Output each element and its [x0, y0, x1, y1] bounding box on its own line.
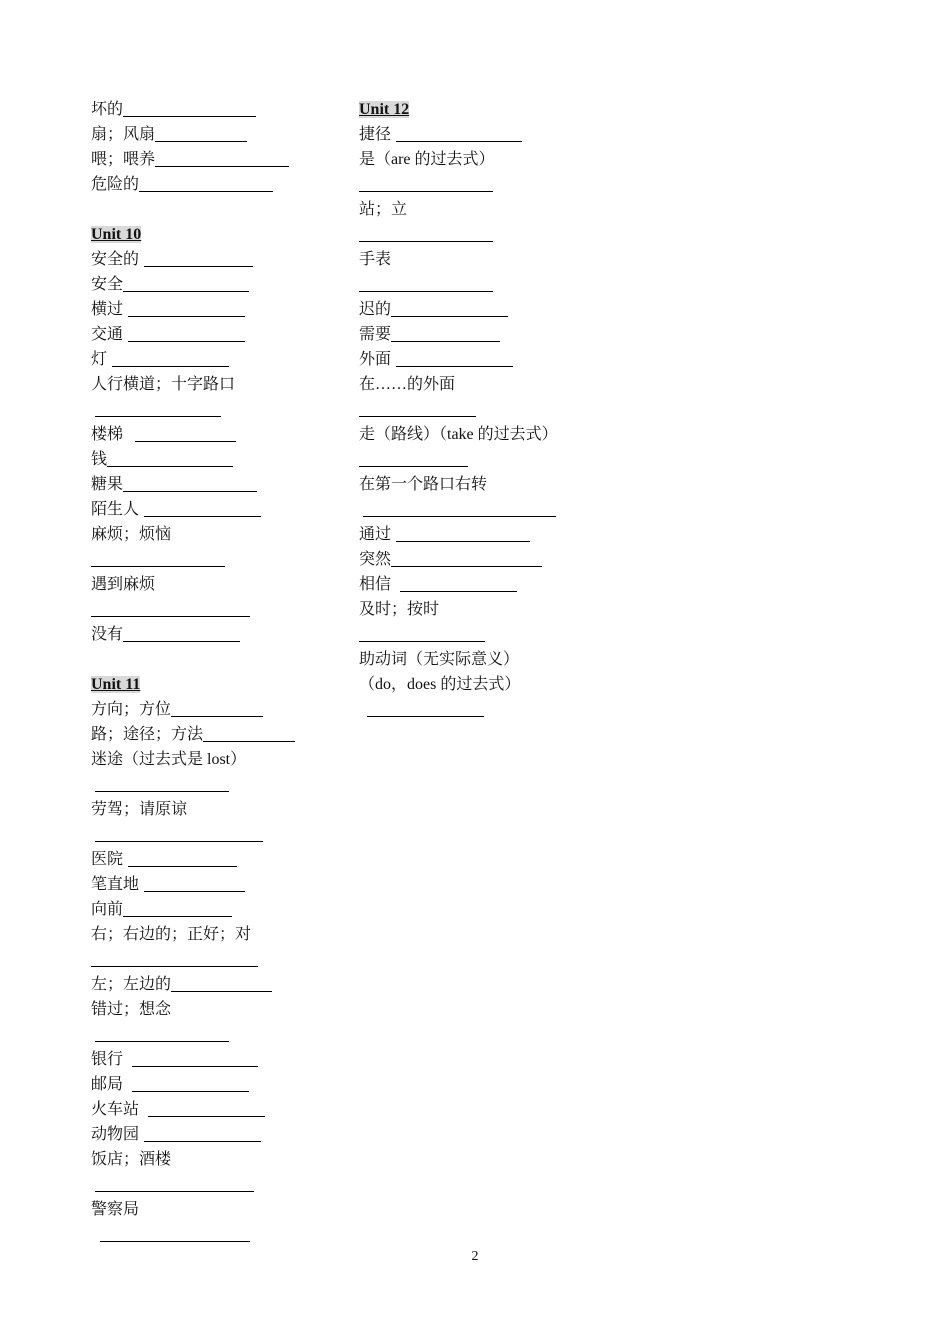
vocab-item — [91, 972, 331, 997]
vocab-item — [91, 622, 331, 647]
answer-blank[interactable] — [95, 397, 221, 417]
vocab-item — [91, 1122, 331, 1147]
vocab-item — [91, 1072, 331, 1097]
answer-blank[interactable] — [112, 347, 229, 367]
vocab-label: 邮局 — [91, 1076, 124, 1093]
vocab-item — [91, 472, 331, 497]
vocab-item — [359, 197, 619, 222]
vocab-item — [359, 372, 619, 397]
answer-blank[interactable] — [139, 172, 273, 192]
vocab-label: 银行 — [91, 1051, 124, 1068]
vocab-item — [91, 922, 331, 947]
answer-row — [359, 697, 619, 722]
vocab-label: （do，does 的过去式） — [359, 676, 521, 693]
answer-blank[interactable] — [203, 722, 295, 742]
vocab-item — [359, 547, 619, 572]
vocab-item — [91, 347, 331, 372]
answer-blank[interactable] — [155, 147, 289, 167]
unit-heading — [359, 97, 619, 122]
vocab-item — [359, 672, 619, 697]
answer-blank[interactable] — [359, 172, 493, 192]
vocab-label: 陌生人 — [91, 501, 140, 518]
vocab-label: 手表 — [359, 251, 392, 268]
vocab-label: 错过；想念 — [91, 1001, 172, 1018]
answer-blank[interactable] — [155, 122, 247, 142]
vocab-item — [91, 272, 331, 297]
answer-row — [359, 172, 619, 197]
vocab-label: 安全 — [91, 276, 124, 293]
vocab-label: 人行横道；十字路口 — [91, 376, 236, 393]
answer-blank[interactable] — [95, 822, 263, 842]
vocab-label: 饭店；酒楼 — [91, 1151, 172, 1168]
answer-row — [91, 547, 331, 572]
answer-blank[interactable] — [396, 347, 513, 367]
vocab-label: 劳驾；请原谅 — [91, 801, 188, 818]
answer-blank[interactable] — [95, 1022, 229, 1042]
vocab-item — [91, 147, 331, 172]
answer-blank[interactable] — [95, 1172, 254, 1192]
vocab-item — [91, 997, 331, 1022]
vocab-label: 是（are 的过去式） — [359, 151, 495, 168]
answer-blank[interactable] — [107, 447, 233, 467]
vocab-item — [359, 522, 619, 547]
unit-heading-text: Unit 12 — [359, 101, 410, 118]
vocab-item — [91, 172, 331, 197]
answer-blank[interactable] — [95, 772, 229, 792]
vocab-label: 没有 — [91, 626, 124, 643]
vocab-item — [359, 247, 619, 272]
vocab-label: 突然 — [359, 551, 392, 568]
answer-row — [91, 597, 331, 622]
vocab-label: 糖果 — [91, 476, 124, 493]
vocab-item — [91, 447, 331, 472]
vocab-label: 捷径 — [359, 126, 392, 143]
vocab-item — [91, 747, 331, 772]
vocab-label: 迷途（过去式是 lost） — [91, 751, 247, 768]
vocab-label: 灯 — [91, 351, 108, 368]
vocab-label: 助动词（无实际意义） — [359, 651, 520, 668]
answer-blank[interactable] — [91, 947, 258, 967]
answer-row — [91, 1222, 331, 1247]
spacer — [91, 197, 331, 222]
vocab-label: 喂；喂养 — [91, 151, 156, 168]
vocab-item — [359, 572, 619, 597]
vocab-item — [91, 122, 331, 147]
answer-blank[interactable] — [391, 322, 500, 342]
answer-row — [359, 272, 619, 297]
vocab-item — [91, 247, 331, 272]
vocab-item — [91, 1147, 331, 1172]
vocab-label: 走（路线）（take 的过去式） — [359, 426, 558, 443]
answer-blank[interactable] — [367, 697, 484, 717]
vocab-label: 扇；风扇 — [91, 126, 156, 143]
answer-blank[interactable] — [144, 872, 245, 892]
answer-blank[interactable] — [132, 1047, 258, 1067]
vocab-label: 迟的 — [359, 301, 392, 318]
answer-row — [359, 497, 619, 522]
answer-blank[interactable] — [391, 297, 508, 317]
answer-blank[interactable] — [359, 622, 485, 642]
vocab-label: 火车站 — [91, 1101, 140, 1118]
answer-row — [359, 622, 619, 647]
left-column — [91, 97, 331, 1247]
vocab-item — [359, 122, 619, 147]
vocab-item — [91, 572, 331, 597]
unit-heading — [91, 222, 331, 247]
vocab-label: 安全的 — [91, 251, 140, 268]
vocab-item — [91, 297, 331, 322]
vocab-item — [91, 897, 331, 922]
spacer — [91, 647, 331, 672]
answer-row — [91, 947, 331, 972]
answer-blank[interactable] — [128, 297, 245, 317]
vocab-item — [91, 797, 331, 822]
vocab-label: 左；左边的 — [91, 976, 172, 993]
vocab-label: 交通 — [91, 326, 124, 343]
answer-blank[interactable] — [128, 322, 245, 342]
answer-blank[interactable] — [396, 522, 530, 542]
vocab-item — [359, 472, 619, 497]
answer-blank[interactable] — [123, 97, 256, 117]
answer-row — [359, 447, 619, 472]
vocab-label: 站；立 — [359, 201, 408, 218]
answer-blank[interactable] — [171, 697, 263, 717]
answer-blank[interactable] — [144, 497, 261, 517]
answer-blank[interactable] — [128, 847, 237, 867]
vocab-label: 右；右边的；正好；对 — [91, 926, 252, 943]
vocab-item — [359, 422, 619, 447]
vocab-label: 路；途径；方法 — [91, 726, 204, 743]
answer-blank[interactable] — [144, 247, 253, 267]
unit-heading-text: Unit 11 — [91, 676, 141, 693]
vocab-item — [91, 872, 331, 897]
vocab-label: 向前 — [91, 901, 124, 918]
answer-blank[interactable] — [123, 897, 232, 917]
answer-blank[interactable] — [123, 272, 249, 292]
vocab-label: 医院 — [91, 851, 124, 868]
answer-blank[interactable] — [132, 1072, 249, 1092]
vocab-item — [91, 722, 331, 747]
vocab-item — [91, 1197, 331, 1222]
answer-blank[interactable] — [359, 447, 468, 467]
vocab-item — [91, 1097, 331, 1122]
answer-blank[interactable] — [400, 572, 517, 592]
unit-heading — [91, 672, 331, 697]
vocab-label: 需要 — [359, 326, 392, 343]
answer-blank[interactable] — [391, 547, 542, 567]
answer-row — [359, 397, 619, 422]
vocab-label: 通过 — [359, 526, 392, 543]
vocab-item — [91, 97, 331, 122]
answer-blank[interactable] — [91, 597, 250, 617]
answer-row — [359, 222, 619, 247]
answer-blank[interactable] — [363, 497, 556, 517]
answer-blank[interactable] — [359, 222, 493, 242]
answer-blank[interactable] — [359, 272, 493, 292]
vocab-item — [91, 1047, 331, 1072]
answer-blank[interactable] — [148, 1097, 265, 1117]
vocab-label: 横过 — [91, 301, 124, 318]
vocab-label: 相信 — [359, 576, 392, 593]
answer-blank[interactable] — [135, 422, 236, 442]
vocab-label: 笔直地 — [91, 876, 140, 893]
vocab-label: 及时；按时 — [359, 601, 440, 618]
vocab-item — [91, 522, 331, 547]
answer-blank[interactable] — [123, 622, 240, 642]
vocab-label: 楼梯 — [91, 426, 124, 443]
answer-blank[interactable] — [396, 122, 522, 142]
unit-heading-text: Unit 10 — [91, 226, 142, 243]
vocab-item — [359, 147, 619, 172]
vocab-label: 遇到麻烦 — [91, 576, 156, 593]
vocab-item — [91, 497, 331, 522]
vocab-item — [359, 297, 619, 322]
vocab-label: 动物园 — [91, 1126, 140, 1143]
vocab-item — [91, 322, 331, 347]
vocab-label: 方向；方位 — [91, 701, 172, 718]
vocab-label: 在第一个路口右转 — [359, 476, 488, 493]
vocab-item — [359, 647, 619, 672]
vocab-label: 警察局 — [91, 1201, 140, 1218]
vocab-item — [91, 847, 331, 872]
answer-blank[interactable] — [144, 1122, 261, 1142]
vocab-item — [359, 347, 619, 372]
right-column — [359, 97, 619, 722]
answer-blank[interactable] — [171, 972, 272, 992]
answer-blank[interactable] — [123, 472, 257, 492]
page-number: 2 — [471, 1249, 479, 1264]
answer-row — [91, 772, 331, 797]
answer-blank[interactable] — [359, 397, 476, 417]
vocab-item — [91, 422, 331, 447]
vocab-label: 钱 — [91, 451, 108, 468]
answer-row — [91, 822, 331, 847]
vocab-item — [91, 697, 331, 722]
vocab-label: 坏的 — [91, 101, 124, 118]
vocab-item — [359, 322, 619, 347]
vocab-label: 外面 — [359, 351, 392, 368]
answer-row — [91, 1172, 331, 1197]
answer-blank[interactable] — [91, 547, 225, 567]
vocab-label: 危险的 — [91, 176, 140, 193]
vocab-label: 麻烦；烦恼 — [91, 526, 172, 543]
vocab-label: 在……的外面 — [359, 376, 456, 393]
answer-blank[interactable] — [100, 1222, 250, 1242]
vocab-item — [91, 372, 331, 397]
answer-row — [91, 397, 331, 422]
answer-row — [91, 1022, 331, 1047]
vocab-item — [359, 597, 619, 622]
